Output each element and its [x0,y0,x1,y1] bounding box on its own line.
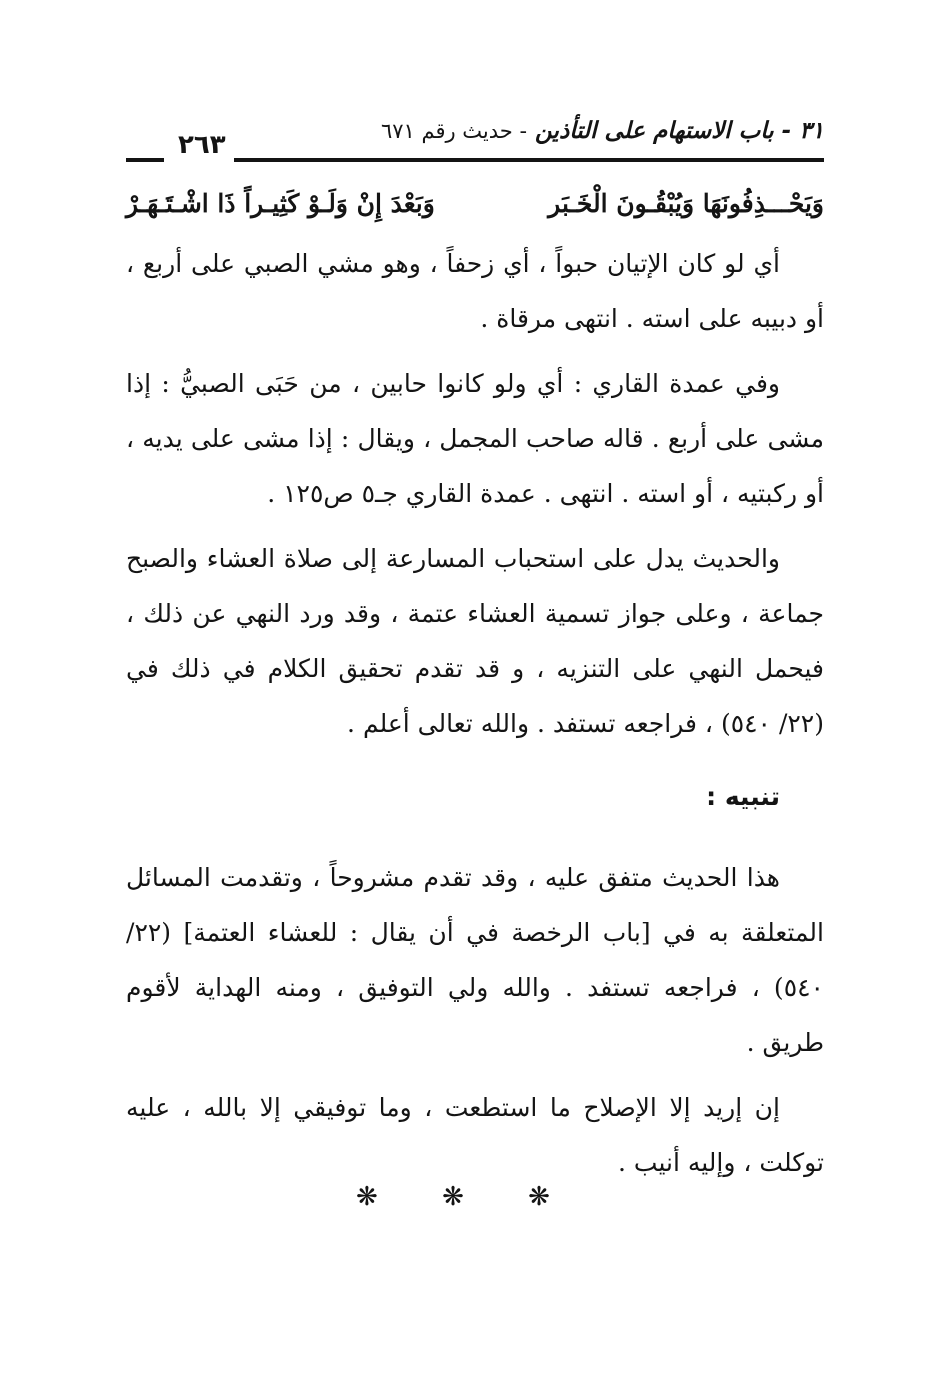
paragraph-2: وفي عمدة القاري : أي ولو كانوا حابين ، من حَبَى الصبيُّ : إذا مشى على أربع . قاله صاحب المجمل ، ويقال : إذا مشى على يديه ، أو ركبتيه ، أو استه . انتهى . عمدة القاري جـ٥ ص١٢٥ . [126,369,824,508]
chapter-title [381,118,824,144]
page-number: ٢٦٣ [178,130,226,160]
running-header [126,112,824,166]
page-number-dash [126,158,164,162]
paragraph-1: أي لو كان الإتيان حبواً ، أي زحفاً ، وهو مشي الصبي على أربع ، أو دبيبه على استه . انتهى مرقاة . [126,249,824,333]
paragraph-3: والحديث يدل على استحباب المسارعة إلى صلاة العشاء والصبح جماعة ، وعلى جواز تسمية العشاء عتمة ، وقد ورد النهي عن ذلك ، فيحمل النهي على التنزيه ، و قد تقدم تحقيق الكلام في ذلك في (٢٢/ ٥٤٠) ، فراجعه تستفد . والله تعالى أعلم . [126,544,824,738]
chapter-name: ٣١ - باب الاستهام على التأذين [535,118,824,144]
note-heading: تنبيه : [706,782,780,811]
main-text [126,176,824,1200]
poetry-verse [126,176,824,231]
section-separator: ❋ ❋ ❋ [356,1182,578,1212]
note-paragraph-1: هذا الحديث متفق عليه ، وقد تقدم مشروحاً ، وتقدمت المسائل المتعلقة به في [باب الرخصة في أن يقال : للعشاء العتمة] (٢٢/ ٥٤٠) ، فراجعه تستفد . والله ولي التوفيق ، ومنه الهداية لأقوم طريق . [126,863,824,1057]
note-paragraph-2: إن إريد إلا الإصلاح ما استطعت ، وما توفيقي إلا بالله ، عليه توكلت ، وإليه أنيب . [126,1093,824,1177]
verse-left-hemistich: وَبَعْدَ إِنْ وَلَـوْ كَثِيـراً ذَا اشْـتَـهَـرْ [126,189,435,218]
header-rule [234,158,824,162]
verse-right-hemistich: وَيَحْـــذِفُونَهَا وَيُبْقُـونَ الْخَـبَر [548,189,824,218]
hadith-number: - حديث رقم ٦٧١ [380,119,528,143]
